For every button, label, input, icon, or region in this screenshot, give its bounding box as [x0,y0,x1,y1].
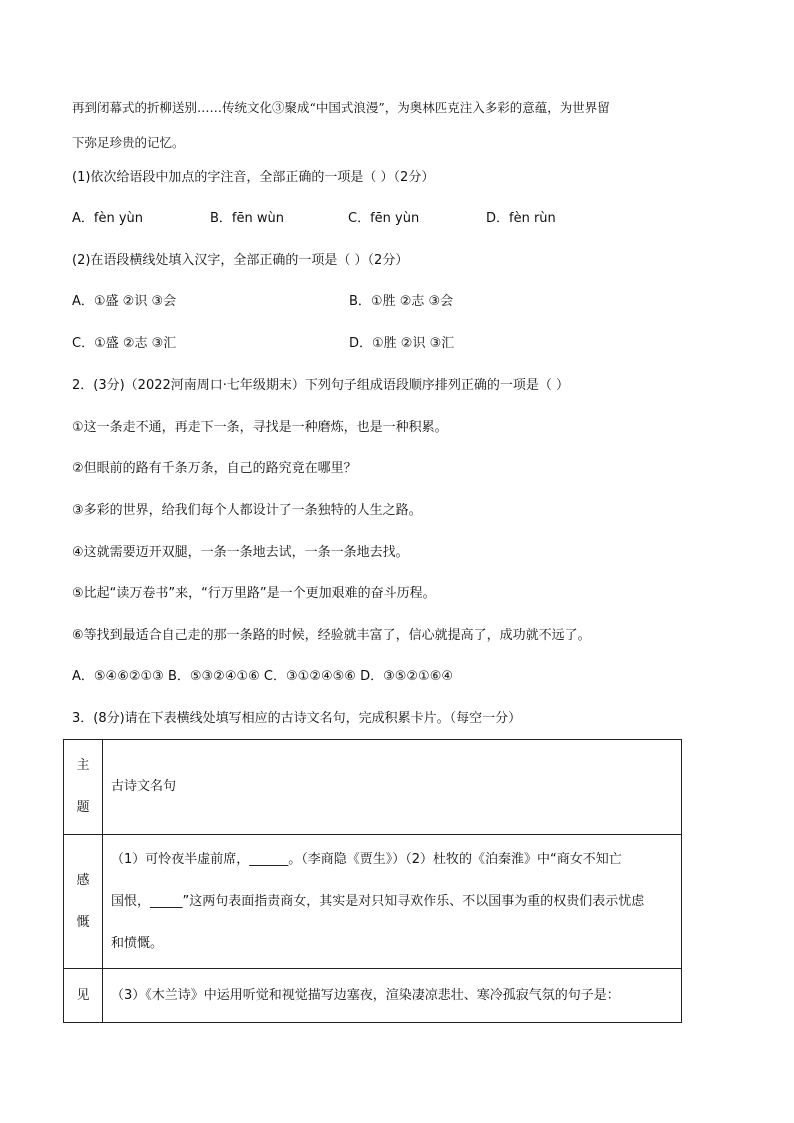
theme-char: 慨 [76,914,90,930]
sentence-5: ⑤比起“读万卷书”来，“行万里路”是一个更加艰难的奋斗历程。 [72,586,436,601]
sentence-4: ④这就需要迈开双腿，一条一条地去试，一条一条地去找。 [72,545,409,560]
passage-line-2: 下弥足珍贵的记忆。 [72,135,185,150]
option-d[interactable]: D．fèn rùn [486,211,556,226]
poem-cell-emotion[interactable] [103,835,682,969]
question-2-options[interactable]: A．⑤④⑥②①③ B．⑤③②④①⑥ C．③①②④⑤⑥ D．③⑤②①⑥④ [72,669,453,684]
question-1-2-stem: (2)在语段横线处填入汉字，全部正确的一项是（ ）（2分） [72,253,409,268]
theme-char: 感 [76,872,90,888]
sentence-6: ⑥等找到最适合自己走的那一条路的时候，经验就丰富了，信心就提高了，成功就不远了。 [72,628,591,643]
question-3-stem: 3．(8分)请在下表横线处填写相应的古诗文名句，完成积累卡片。（每空一分） [72,711,522,726]
accumulation-card-table [63,739,682,1023]
sentence-2: ②但眼前的路有千条万条，自己的路究竟在哪里？ [72,461,357,476]
option-a[interactable]: A．①盛 ②识 ③会 [72,294,177,309]
passage-line-1: 再到闭幕式的折柳送别……传统文化③聚成“中国式浪漫”，为奥林匹克注入多彩的意蕴，为世界留 [72,100,610,115]
option-a[interactable]: A．fèn yùn [72,211,144,226]
option-c[interactable]: C．fēn yùn [348,211,420,226]
question-1-1-stem: (1)依次给语段中加点的字注音，全部正确的一项是（ ）（2分） [72,170,435,185]
poem-header-cell: 古诗文名句 [103,740,682,835]
theme-header-cell [64,740,103,835]
theme-cell-see: 见 [64,969,103,1023]
option-c[interactable]: C．①盛 ②志 ③汇 [72,336,177,351]
poem-cell-see[interactable]: （3）《木兰诗》中运用听觉和视觉描写边塞夜，渲染凄凉悲壮、寒冷孤寂气氛的句子是： [103,969,682,1023]
question-2-stem: 2．(3分)（2022河南周口·七年级期末）下列句子组成语段顺序排列正确的一项是（ ） [72,378,570,393]
table-row [64,835,682,969]
table-row [64,740,682,835]
theme-header-char: 主 [76,758,90,773]
option-b[interactable]: B．①胜 ②志 ③会 [349,294,454,309]
table-row [64,969,682,1023]
cell-line: 国恨，_____”这两句表面指责商女，其实是对只知寻欢作乐、不以国事为重的权贵们表示忧虑 [111,893,645,909]
option-d[interactable]: D．①胜 ②识 ③汇 [349,336,455,351]
sentence-1: ①这一条走不通，再走下一条，寻找是一种磨炼，也是一种积累。 [72,420,448,435]
theme-header-char: 题 [76,800,90,815]
cell-line: 和愤慨。 [111,935,164,951]
option-b[interactable]: B．fēn wùn [210,211,284,226]
cell-line: （1）可怜夜半虚前席，______。（李商隐《贾生》）（2）杜牧的《泊秦淮》中“商女不知亡 [111,851,622,867]
theme-cell-emotion [64,835,103,969]
sentence-3: ③多彩的世界，给我们每个人都设计了一条独特的人生之路。 [72,503,422,518]
